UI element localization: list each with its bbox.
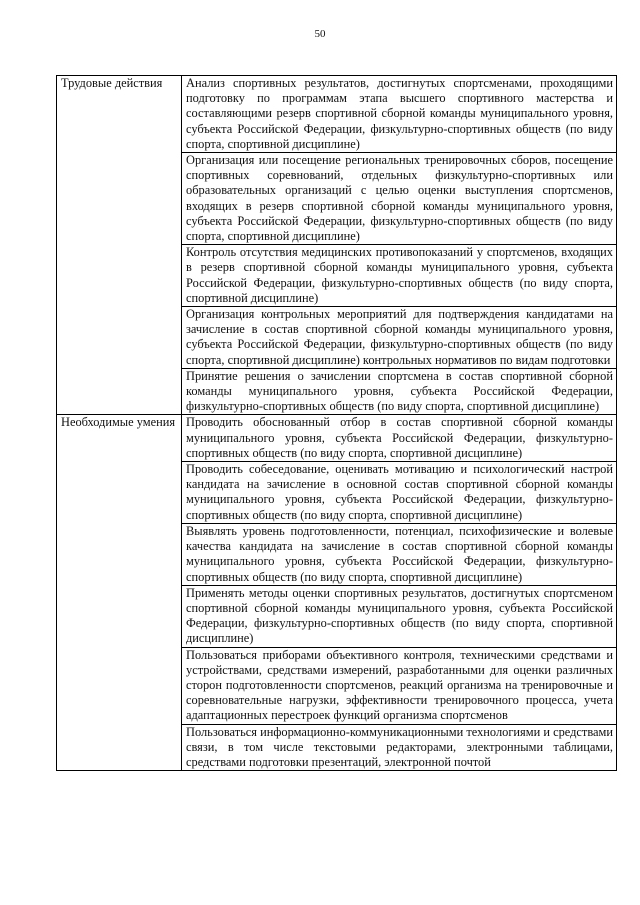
table-cell: Принятие решения о зачислении спортсмена в состав спортивной сборной команды муниципального уровня, субъекта Российской Федерации, физкультурно-спортивных обществ (по виду спорта, спортивной дисциплине) [182,368,617,415]
table-cell: Выявлять уровень подготовленности, потенциал, психофизические и волевые качества кандидата на зачисление в состав спортивной сборной команды муниципального уровня, субъекта Российской Федерации, физкультурно-спортивных обществ (по виду спорта, спортивной дисциплине) [182,523,617,585]
table-cell: Применять методы оценки спортивных результатов, достигнутых спортсменом спортивной сборной команды муниципального уровня, субъекта Российской Федерации, физкультурно-спортивных обществ (по виду спорта, спортивной дисциплине) [182,585,617,647]
table-cell: Организация или посещение региональных тренировочных сборов, посещение спортивных соревнований, отдельных физкультурно-спортивных или образовательных организаций с целью оценки выступления спортсменов, входящих в резерв спортивной сборной команды муниципального уровня, субъекта Российской Федерации, физкультурно-спортивных обществ (по виду спорта, спортивной дисциплине) [182,153,617,245]
section-label-required-skills: Необходимые умения [57,415,182,771]
requirements-table [56,75,617,771]
table-cell: Проводить собеседование, оценивать мотивацию и психологический настрой кандидата на зачисление в основной состав спортивной сборной команды муниципального уровня, субъекта Российской Федерации, физкультурно-спортивных обществ (по виду спорта, спортивной дисциплине) [182,462,617,524]
table-cell: Анализ спортивных результатов, достигнутых спортсменами, проходящими подготовку по программам этапа высшего спортивного мастерства и составляющими резерв спортивной сборной команды муниципального уровня, субъекта Российской Федерации, физкультурно-спортивных обществ (по виду спорта, спортивной дисциплине) [182,76,617,153]
table-cell: Проводить обоснованный отбор в состав спортивной сборной команды муниципального уровня, субъекта Российской Федерации, физкультурно-спортивных обществ (по виду спорта, спортивной дисциплине) [182,415,617,462]
table-row [57,415,617,462]
table-cell: Контроль отсутствия медицинских противопоказаний у спортсменов, входящих в резерв спортивной сборной команды муниципального уровня, субъекта Российской Федерации, физкультурно-спортивных обществ (по виду спорта, спортивной дисциплине) [182,245,617,307]
table-cell: Организация контрольных мероприятий для подтверждения кандидатами на зачисление в состав спортивной сборной команды муниципального уровня, субъекта Российской Федерации, физкультурно-спортивных обществ (по виду спорта, спортивной дисциплине) контрольных нормативов по видам подготовки [182,307,617,369]
table-cell: Пользоваться информационно-коммуникационными технологиями и средствами связи, в том числе текстовыми редакторами, электронными таблицами, средствами подготовки презентаций, электронной почтой [182,724,617,771]
table-row [57,76,617,153]
page-number: 50 [314,28,326,40]
section-label-labor-actions: Трудовые действия [57,76,182,415]
table-cell: Пользоваться приборами объективного контроля, техническими средствами и устройствами, средствами измерений, разработанными для оценки различных сторон подготовленности спортсменов, реакций организма на тренировочные и соревновательные нагрузки, эффективности тренировочного процесса, учета адаптационных перестроек функций организма спортсменов [182,647,617,724]
